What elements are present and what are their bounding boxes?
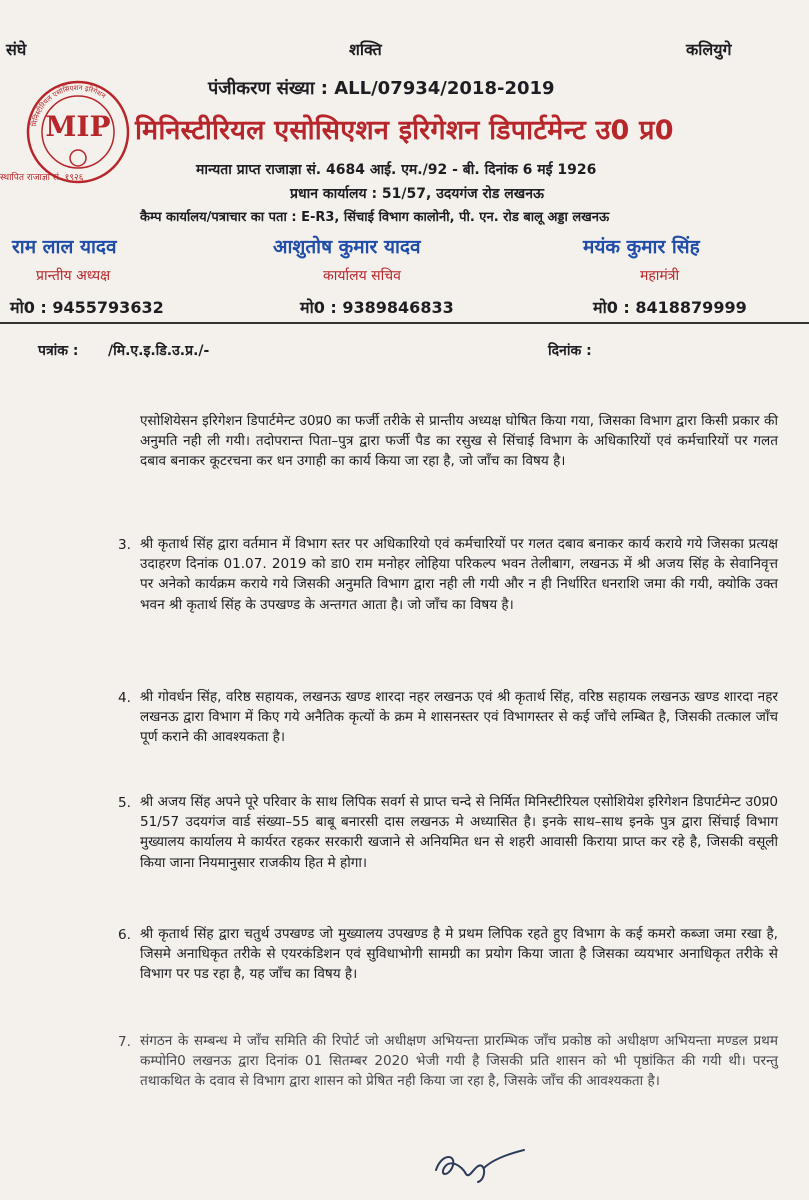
point-7-number: 7.	[118, 1034, 131, 1050]
point-6-number: 6.	[118, 927, 131, 943]
recognition-line: मान्यता प्राप्त राजाज्ञा सं. 4684 आई. एम./92 - बी. दिनांक 6 मई 1926	[196, 162, 597, 178]
logo-side-text	[0, 170, 130, 183]
officer-mobile-president: मो0 : 9455793632	[10, 298, 164, 317]
registration-number: पंजीकरण संख्या : ALL/07934/2018-2019	[208, 78, 555, 99]
head-office-line: प्रधान कार्यालय : 51/57, उदयगंज रोड लखनऊ	[290, 186, 544, 202]
point-4-text: श्री गोवर्धन सिंह, वरिष्ठ सहायक, लखनऊ खण्ड शारदा नहर लखनऊ एवं श्री कृतार्थ सिंह, वरिष्ठ सहायक लखनऊ खण्ड शारदा नहर लखनऊ द्वारा विभाग में किए गये अनैतिक कृत्यों के क्रम मे शासनस्तर एवं विभागस्तर से कई जाँचे लम्बित है, जिसकी तत्काल जाँच पूर्ण कराने की आवश्यकता है।	[140, 689, 778, 746]
organization-name: मिनिस्टीरियल एसोसिएशन इरिगेशन डिपार्टमेन्ट उ0 प्र0	[135, 115, 674, 146]
logo-ring-text: मिनिस्टीरियल एसोसिएशन इरिगेशन	[30, 83, 107, 128]
logo-side-text-2: राजाज्ञा सं.	[26, 173, 62, 183]
officer-role-secretary: कार्यालय सचिव	[323, 268, 401, 284]
point-7-text: संगठन के सम्बन्ध मे जाँच समिति की रिपोर्ट जो अधीक्षण अभियन्ता प्रारम्भिक जाँच प्रकोष्ठ को अधीक्षण अभियन्ता मण्डल प्रथम कम्पोनि0 लखनऊ द्वारा दिनांक 01 सितम्बर 2020 भेजी गयी है जिसकी प्रति शासन को भी पृष्ठांकित की गयी थी। परन्तु तथाकथित के दवाव से विभाग द्वारा शासन को प्रेषित नही किया जा रहा है, जिसके जाँच की आवश्यकता है।	[140, 1033, 778, 1090]
point-5-number: 5.	[118, 795, 131, 811]
point-6-text: श्री कृतार्थ सिंह द्वारा चतुर्थ उपखण्ड जो मुख्यालय उपखण्ड है मे प्रथम लिपिक रहते हुए विभाग के कई कमरो कब्जा जमा रखा है, जिसमे अनाधिकृत तरीके से एयरकंडिशन एवं सुविधाभोगी सामग्री का प्रयोग किया जाता है जिसका व्ययभार अनाधिकृत तरीके से विभाग पर पड रहा है, यह जाँच का विषय है।	[140, 926, 778, 983]
point-5-text: श्री अजय सिंह अपने पूरे परिवार के साथ लिपिक सवर्ग से प्राप्त चन्दे से निर्मित मिनिस्टीरियल एसोशियेश इरिगेशन डिपार्टमेन्ट उ0प्र0 51/57 उदयगंज वार्ड संख्या–55 बाबू बनारसी दास लखनऊ मे अध्यासित है। इनके साथ–साथ इनके पुत्र द्वारा सिंचाई विभाग मुख्यालय कार्यालय मे कार्यरत रहकर सरकारी खजाने से अनियमित धन से शहरी आवासी किराया प्राप्त कर रहे है, जिसकी वसूली किया जाना नियमानुसार राजकीय हित मे होगा।	[140, 794, 778, 871]
motto-center: शक्ति	[349, 40, 382, 59]
intro-paragraph: एसोशियेसन इरिगेशन डिपार्टमेन्ट उ0प्र0 का फर्जी तरीके से प्रान्तीय अध्यक्ष घोषित किया गया, जिसका विभाग द्वारा किसी प्रकार की अनुमति नही ली गयी। तदोपरान्त पिता–पुत्र द्वारा फर्जी पैड का रसुख से सिंचाई विभाग के अधिकारियों एवं कर्मचारियों पर गलत दबाव बनाकर कूटरचना कर धन उगाही का कार्य किया जा रहा है, जो जाँच का विषय है।	[140, 413, 778, 470]
patrank-label: पत्रांक :	[38, 343, 79, 359]
officer-name-president: राम लाल यादव	[12, 236, 117, 258]
officer-mobile-general-secretary: मो0 : 8418879999	[593, 298, 747, 317]
header-divider	[0, 322, 809, 324]
officer-role-president: प्रान्तीय अध्यक्ष	[36, 268, 111, 284]
motto-left: संघे	[6, 40, 27, 59]
officer-mobile-secretary: मो0 : 9389846833	[300, 298, 454, 317]
point-3-text: श्री कृतार्थ सिंह द्वारा वर्तमान में विभाग स्तर पर अधिकारियो एवं कर्मचारियों पर गलत दबाव बनाकर कार्य कराये गये जिसका प्रत्यक्ष उदाहरण दिनांक 01.07. 2019 को डा0 राम मनोहर लोहिया परिकल्प भवन तेलीबाग, लखनऊ में श्री अजय सिंह के सेवानिवृत्त पर अनेको कार्यक्रम कराये गये जिसकी अनुमति विभाग द्वारा नही ली गयी और न ही निर्धारित धनराशि जमा की गयी, क्योकि उक्त भवन श्री कृतार्थ सिंह के उपखण्ड के अन्तगत आता है। जो जाँच का विषय है।	[140, 536, 778, 613]
camp-office-line: कैम्प कार्यालय/पत्राचार का पता : E-R3, सिंचाई विभाग कालोनी, पी. एन. रोड बालू अड्डा लखनऊ	[140, 210, 610, 225]
officer-role-general-secretary: महामंत्री	[640, 268, 680, 284]
motto-right: कलियुगे	[686, 40, 732, 59]
logo-side-text-3: १९२६	[64, 173, 84, 183]
signature	[428, 1140, 528, 1194]
point-3-number: 3.	[118, 537, 131, 553]
logo-side-text-1: स्थापित	[0, 173, 24, 183]
officer-name-general-secretary: मयंक कुमार सिंह	[583, 236, 700, 258]
point-4-number: 4.	[118, 690, 131, 706]
officer-name-secretary: आशुतोष कुमार यादव	[273, 236, 421, 258]
association-logo	[16, 72, 144, 204]
date-label: दिनांक :	[548, 343, 592, 359]
patrank-value: /मि.ए.इ.डि.उ.प्र./-	[108, 343, 210, 359]
logo-letters: MIP	[45, 110, 111, 143]
